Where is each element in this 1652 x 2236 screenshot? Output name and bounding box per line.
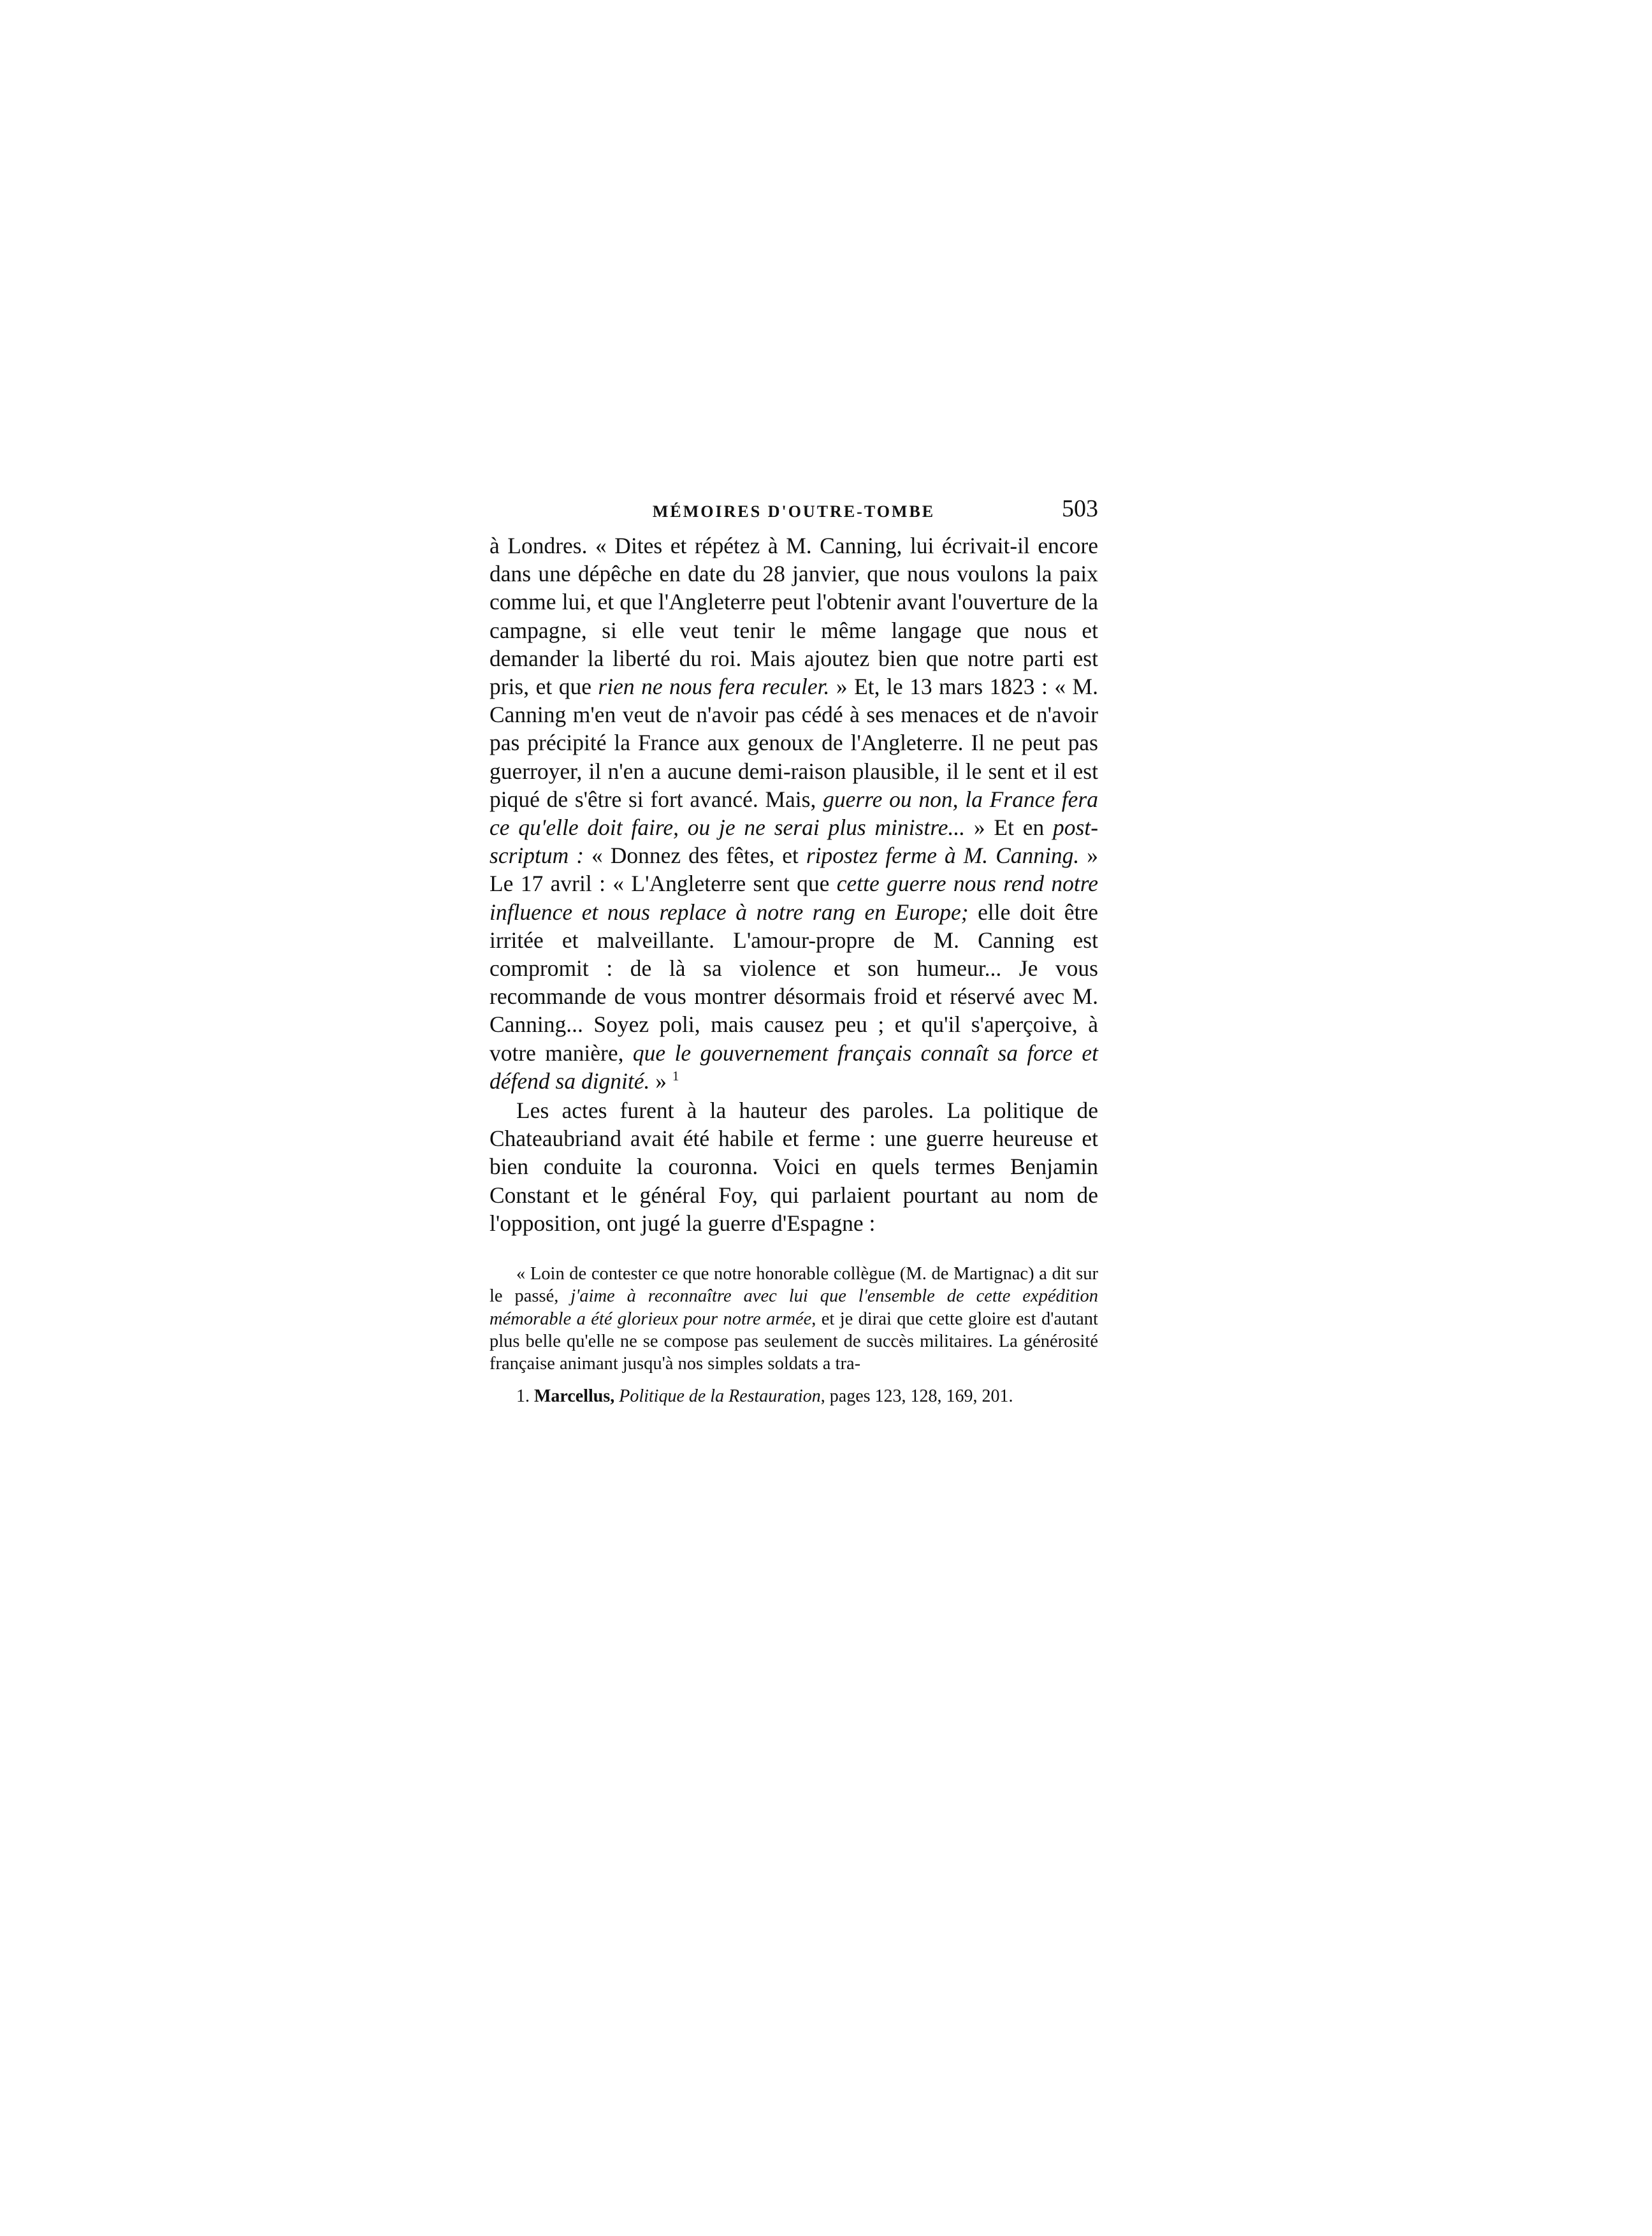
page-header xyxy=(489,491,1098,532)
footnote-1 xyxy=(489,1386,1098,1407)
text-span: » Et, le 13 mars 1823 : « M. Canning m'en veut de n'avoir pas cédé à ses menaces et de n'avoir pas précipité la France aux genoux de l'Angleterre. Il ne peut pas guerroyer, il n'en a aucune demi-raison plausible, il le sent et il est piqué de s'être si fort avancé. Mais, xyxy=(489,674,1098,812)
italic-span: guerre ou non, la France fera ce qu'elle doit faire, ou je ne serai plus ministre... xyxy=(489,786,1098,841)
text-span: , et je dirai que cette gloire est d'autant plus belle qu'elle ne se compose pas seulement de succès militaires. La générosité française animant jusqu'à nos simples soldats a tra- xyxy=(489,1309,1098,1374)
italic-span: j'aime à reconnaître avec lui que l'ensemble de cette expédition mémorable a été glorieux pour notre armée xyxy=(489,1286,1098,1329)
italic-span: cette guerre nous rend notre influence et nous replace à notre rang en Europe; xyxy=(489,871,1098,925)
block-quote xyxy=(489,1263,1098,1375)
book-page xyxy=(489,491,1098,1407)
text-span: « Loin de contester ce que notre honorable collègue (M. de Martignac) a dit sur le passé, xyxy=(489,1264,1098,1307)
footnote xyxy=(489,1386,1098,1407)
italic-span: que le gouvernement français connaît sa force et défend sa dignité. xyxy=(489,1040,1098,1094)
text-span: » Et en xyxy=(965,815,1054,841)
main-text xyxy=(489,532,1098,1237)
footnote-title: Politique de la Restauration xyxy=(619,1386,821,1406)
text-span: à Londres. « Dites et répétez à M. Canning, lui écrivait-il encore dans une dépêche en date du 28 janvier, que nous voulons la paix comme lui, et que l'Angleterre peut l'obtenir avant l'ouverture de la campagne, si elle veut tenir le même langage que nous et demander la liberté du roi. Mais ajoutez bien que notre parti est pris, et que xyxy=(489,533,1098,700)
footnote-number: 1. xyxy=(516,1386,534,1406)
running-title: MÉMOIRES D'OUTRE-TOMBE xyxy=(652,502,936,521)
italic-span: post-scriptum : xyxy=(489,815,1099,869)
footnote-author: Marcellus, xyxy=(534,1386,620,1406)
text-span: « Donnez des fêtes, et xyxy=(584,843,806,869)
italic-span: rien ne nous fera reculer. xyxy=(598,674,830,700)
paragraph-1 xyxy=(489,532,1098,1095)
text-span: » Le 17 avril : « L'Angleterre sent que xyxy=(489,843,1099,897)
quote-paragraph xyxy=(489,1263,1098,1375)
italic-span: ripostez ferme à M. Canning. xyxy=(806,843,1080,869)
footnote-pages: , pages 123, 128, 169, 201. xyxy=(820,1386,1013,1406)
page-number: 503 xyxy=(1062,495,1098,522)
paragraph-2: Les actes furent à la hauteur des paroles. La politique de Chateaubriand avait été habile et ferme : une guerre heureuse et bien conduite la couronna. Voici en quels termes Benjamin Constant et le général Foy, qui parlaient pourtant au nom de l'opposition, ont jugé la guerre d'Espagne : xyxy=(489,1098,1098,1236)
text-span: elle doit être irritée et malveillante. L'amour-propre de M. Canning est compromit : de là sa violence et son humeur... Je vous recommande de vous montrer désormais froid et réservé avec M. Canning... Soyez poli, mais causez peu ; et qu'il s'aperçoive, à votre manière, xyxy=(489,899,1099,1066)
text-span: » xyxy=(649,1068,672,1094)
footnote-marker: 1 xyxy=(672,1068,679,1084)
